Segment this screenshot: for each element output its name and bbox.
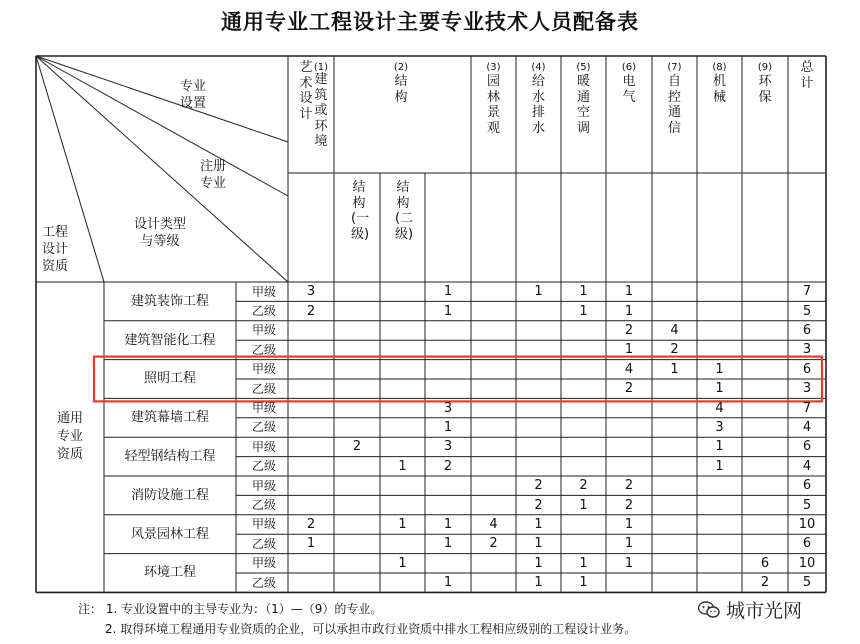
col-header-9: 环保 [758, 74, 772, 105]
value-cell: 2 [306, 516, 316, 532]
value-cell: 1 [579, 575, 588, 591]
grade-label: 乙级 [251, 459, 276, 474]
value-cell: 1 [306, 536, 316, 552]
grade-label: 甲级 [251, 284, 276, 299]
value-cell: 10 [798, 516, 816, 532]
value-cell: 1 [443, 303, 453, 319]
header-registered-major-label: 注册 专业 [200, 159, 227, 191]
value-cell: 6 [802, 536, 812, 552]
value-cell: 1 [534, 536, 543, 552]
value-cell: 1 [579, 303, 588, 319]
grade-label: 乙级 [251, 536, 276, 551]
col-header-num-9: (9) [757, 62, 773, 73]
project-type-label: 环境工程 [143, 565, 196, 581]
grade-label: 甲级 [251, 401, 276, 416]
value-cell: 1 [624, 284, 634, 300]
value-cell: 1 [624, 342, 634, 358]
value-cell: 2 [489, 536, 498, 552]
project-type-label: 建筑装饰工程 [130, 293, 209, 309]
grade-label: 甲级 [251, 556, 276, 571]
col-header-6: 电气 [622, 74, 636, 105]
value-cell: 5 [802, 497, 812, 513]
grade-label: 乙级 [251, 304, 276, 319]
value-cell: 6 [760, 555, 770, 571]
grade-label: 甲级 [251, 439, 276, 454]
project-type-label: 轻型钢结构工程 [124, 449, 216, 465]
grade-label: 甲级 [251, 362, 276, 377]
value-cell: 3 [802, 342, 812, 358]
value-cell: 1 [624, 303, 634, 319]
grade-label: 甲级 [251, 478, 276, 493]
value-cell: 1 [624, 516, 634, 532]
col-header-num-6: (6) [621, 62, 637, 73]
col-header-4: 给水排水 [531, 74, 545, 136]
col-header-arch-env: 建筑或环境 [314, 72, 328, 149]
value-cell: 1 [715, 381, 724, 397]
value-cell: 1 [715, 439, 724, 455]
value-cell: 4 [802, 458, 812, 474]
col-header-num-5: (5) [576, 62, 591, 73]
value-cell: 6 [802, 478, 812, 494]
value-cell: 1 [398, 516, 407, 532]
value-cell: 3 [715, 419, 724, 435]
value-cell: 7 [802, 400, 812, 416]
table-notes [78, 599, 636, 639]
value-cell: 6 [802, 361, 812, 377]
col-header-structure: 结构 [394, 74, 408, 105]
value-cell: 2 [306, 303, 316, 319]
grade-label: 甲级 [251, 517, 276, 532]
col-header-num-3: (3) [486, 62, 501, 73]
watermark [698, 596, 802, 623]
value-cell: 1 [443, 516, 453, 532]
value-cell: 2 [624, 497, 634, 513]
col-header-7: 自控通信 [667, 74, 681, 136]
value-cell: 1 [534, 555, 543, 571]
grade-label: 乙级 [251, 342, 276, 357]
value-cell: 2 [534, 478, 543, 494]
value-cell: 1 [398, 458, 407, 474]
value-cell: 4 [670, 322, 679, 338]
value-cell: 1 [534, 516, 543, 532]
project-type-label: 照明工程 [143, 371, 196, 387]
value-cell: 10 [798, 555, 816, 571]
col-header-struct-grade1: 结构(一级) [351, 180, 370, 242]
value-cell: 6 [802, 322, 812, 338]
value-cell: 1 [579, 284, 588, 300]
value-cell: 2 [624, 322, 634, 338]
header-qualification-label: 工程 设计 资质 [42, 225, 69, 274]
wechat-icon [698, 601, 720, 619]
value-cell: 1 [670, 361, 679, 377]
project-type-label: 建筑智能化工程 [124, 332, 216, 348]
col-header-num-7: (7) [667, 62, 682, 73]
col-header-art-design: 艺术设计 [299, 60, 313, 122]
value-cell: 2 [670, 342, 679, 358]
value-cell: 2 [534, 497, 543, 513]
grade-label: 乙级 [251, 420, 276, 435]
col-header-num-1: (1) [313, 62, 329, 73]
value-cell: 1 [534, 575, 543, 591]
col-header-3: 园林景观 [486, 74, 500, 136]
value-cell: 1 [624, 555, 634, 571]
grade-label: 甲级 [251, 323, 276, 338]
col-header-8: 机械 [712, 74, 726, 105]
grade-label: 乙级 [251, 381, 276, 396]
project-type-label: 风景园林工程 [130, 526, 209, 542]
value-cell: 1 [624, 536, 634, 552]
grade-label: 乙级 [251, 575, 276, 590]
value-cell: 7 [802, 284, 812, 300]
value-cell: 1 [443, 575, 453, 591]
value-cell: 4 [802, 419, 812, 435]
value-cell: 2 [624, 381, 634, 397]
value-cell: 3 [306, 284, 316, 300]
project-type-label: 建筑幕墙工程 [130, 410, 209, 426]
group-label-general: 通用 专业 资质 [56, 411, 83, 463]
col-header-struct-grade2: 结构(二级) [395, 180, 414, 242]
value-cell: 1 [715, 361, 724, 377]
value-cell: 1 [443, 419, 453, 435]
value-cell: 2 [579, 478, 588, 494]
grid-line [36, 56, 288, 142]
value-cell: 4 [489, 516, 498, 532]
value-cell: 1 [715, 458, 724, 474]
value-cell: 2 [352, 439, 362, 455]
value-cell: 1 [398, 555, 407, 571]
col-header-num-2: (2) [393, 62, 409, 73]
col-header-10: 总计 [800, 60, 814, 91]
value-cell: 1 [579, 555, 588, 571]
value-cell: 1 [443, 284, 453, 300]
header-design-type-label: 设计类型 与等级 [134, 217, 187, 249]
value-cell: 1 [534, 284, 543, 300]
grid-line [36, 56, 288, 196]
project-type-label: 消防设施工程 [130, 487, 209, 503]
note-1: 注： 1. 专业设置中的主导专业为：（1）—（9）的专业。 [78, 602, 383, 616]
value-cell: 6 [802, 439, 812, 455]
value-cell: 2 [443, 458, 453, 474]
col-header-num-4: (4) [531, 62, 546, 73]
watermark-text: 城市光网 [726, 600, 803, 622]
value-cell: 2 [624, 478, 634, 494]
value-cell: 3 [443, 400, 453, 416]
value-cell: 5 [802, 303, 812, 319]
col-header-num-8: (8) [712, 62, 727, 73]
grade-label: 乙级 [251, 498, 276, 513]
value-cell: 3 [802, 381, 812, 397]
value-cell: 5 [802, 575, 812, 591]
col-header-5: 暖通空调 [576, 74, 590, 136]
note-2: 2. 取得环境工程通用专业资质的企业，可以承担市政行业资质中排水工程相应级别的工程设计业务。 [105, 622, 637, 636]
header-major-setting-label: 专业 设置 [180, 79, 207, 111]
value-cell: 3 [443, 439, 453, 455]
page-title: 通用专业工程设计主要专业技术人员配备表 [221, 10, 639, 34]
value-cell: 1 [443, 536, 453, 552]
value-cell: 4 [624, 361, 634, 377]
value-cell: 4 [715, 400, 724, 416]
value-cell: 2 [760, 575, 770, 591]
value-cell: 1 [579, 497, 588, 513]
